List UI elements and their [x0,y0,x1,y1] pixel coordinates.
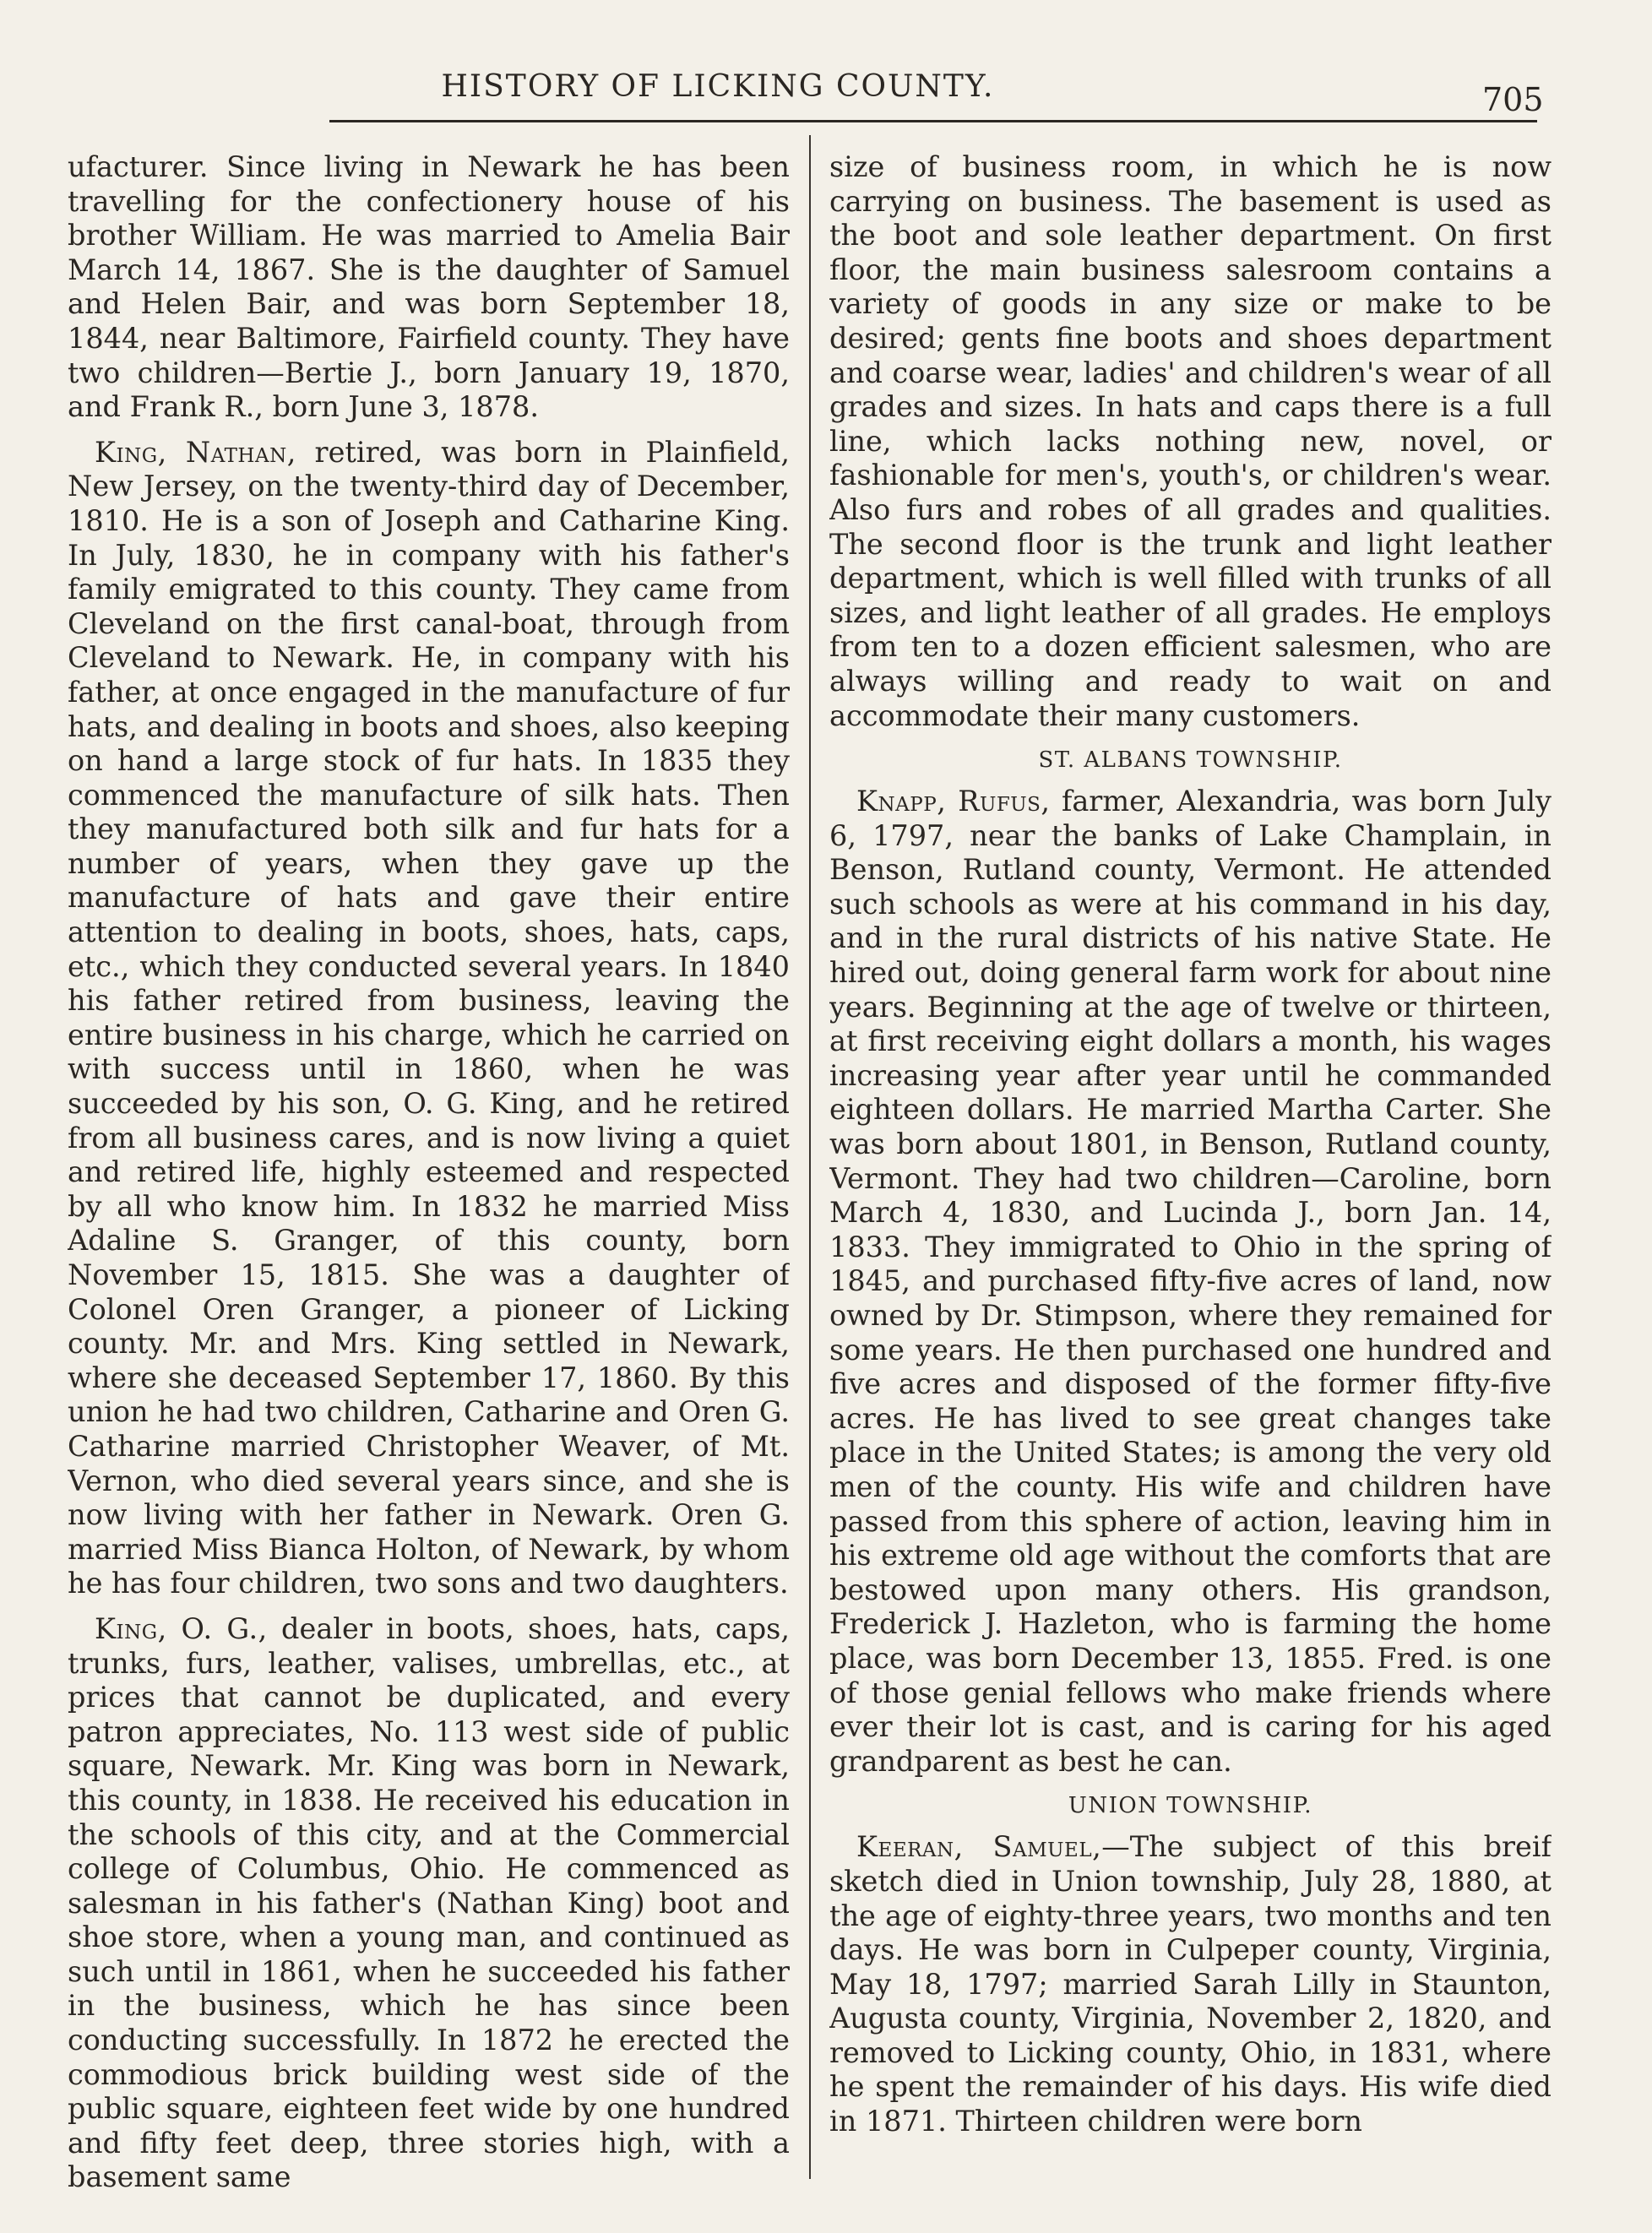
paragraph-continued: size of business room, in which he is now carrying on business. The basement is used as the boot and sole leather department. On first floor, the main business salesroom contains a variety of goods in any size or make to be desired; gents fine boots and shoes department and coarse wear, ladies' and children's wear of all grades and sizes. In hats and caps there is a full line, which lacks nothing new, novel, or fashionable for men's, youth's, or children's wear. Also furs and robes of all grades and qualities. The second floor is the trunk and light leather department, which is well filled with trunks of all sizes, and light leather of all grades. He employs from ten to a dozen efficient salesmen, who are always willing and ready to wait on and accommodate their many customers. [829,150,1551,732]
entry-knapp-rufus [829,785,1551,1779]
paragraph-continued: ufacturer. Since living in Newark he has been travelling for the confectionery house of his brother William. He was married to Amelia Bair March 14, 1867. She is the daughter of Samuel and Helen Bair, and was born September 18, 1844, near Baltimore, Fairfield county. They have two children—Bertie J., born January 19, 1870, and Frank R., born June 3, 1878. [68,150,790,424]
entry-name: King, O. G., [95,1611,268,1645]
header-rule [329,120,1537,122]
entry-body: dealer in boots, shoes, hats, caps, trunks, furs, leather, valises, umbrellas, etc., at prices that cannot be duplicated, and every patron appreciates, No. 113 west side of public square, Newark. Mr. King was born in Newark, this county, in 1838. He received his education in the schools of this city, and at the Commercial college of Columbus, Ohio. He commenced as salesman in his father's (Nathan King) boot and shoe store, when a young man, and continued as such until in 1861, when he succeeded his father in the business, which he has since been conducting successfully. In 1872 he erected the commodious brick building west side of the public square, eighteen feet wide by one hundred and fifty feet deep, three stories high, with a basement same [68,1611,790,2194]
entry-body: farmer, Alexandria, was born July 6, 1797, near the banks of Lake Champlain, in Benson, Rutland county, Vermont. He attended such schools as were at his command in his day, and in the rural districts of his native State. He hired out, doing general farm work for about nine years. Beginning at the age of twelve or thirteen, at first receiving eight dollars a month, his wages increasing year after year until he commanded eighteen dollars. He married Martha Carter. She was born about 1801, in Benson, Rutland county, Vermont. They had two children—Caroline, born March 4, 1830, and Lucinda J., born Jan. 14, 1833. They immigrated to Ohio in the spring of 1845, and purchased fifty-five acres of land, now owned by Dr. Stimpson, where they remained for some years. He then purchased one hundred and five acres and disposed of the former fifty-five acres. He has lived to see great changes take place in the United States; is among the very old men of the county. His wife and children have passed from this sphere of action, leaving him in his extreme old age without the comforts that are bestowed upon many others. His grandson, Frederick J. Hazleton, who is farming the home place, was born December 13, 1855. Fred. is one of those genial fellows who make friends where ever their lot is cast, and is caring for his aged grandparent as best he can. [829,785,1551,1778]
entry-name: Keeran, Samuel, [856,1830,1102,1864]
right-column [829,150,1551,2194]
column-divider [809,135,811,2179]
section-heading-union: UNION TOWNSHIP. [1068,1793,1313,1819]
entry-name: King, Nathan, [95,435,296,469]
entry-king-nathan [68,436,790,1601]
entry-king-og [68,1612,790,2194]
entry-keeran-samuel [829,1830,1551,2138]
page-number: 705 [1482,81,1544,118]
entry-body: —The subject of this breif sketch died in Union township, July 28, 1880, at the age of eighty-three years, two months and ten days. He was born in Culpeper county, Virginia, May 18, 1797; married Sarah Lilly in Staunton, Augusta county, Virginia, November 2, 1820, and removed to Licking county, Ohio, in 1831, where he spent the remainder of his days. His wife died in 1871. Thirteen children were born [829,1830,1551,2138]
left-column [68,150,790,2194]
entry-name: Knapp, Rufus, [856,785,1051,818]
running-head: HISTORY OF LICKING COUNTY. [441,69,995,104]
entry-body: retired, was born in Plainfield, New Jersey, on the twenty-third day of December, 1810. He is a son of Joseph and Catharine King. In July, 1830, he in company with his father's family emigrated to this county. They came from Cleveland on the first canal-boat, through from Cleveland to Newark. He, in company with his father, at once engaged in the manufacture of fur hats, and dealing in boots and shoes, also keeping on hand a large stock of fur hats. In 1835 they commenced the manufacture of silk hats. Then they manufactured both silk and fur hats for a number of years, when they gave up the manufacture of hats and gave their entire attention to dealing in boots, shoes, hats, caps, etc., which they conducted several years. In 1840 his father retired from business, leaving the entire business in his charge, which he carried on with success until in 1860, when he was succeeded by his son, O. G. King, and he retired from all business cares, and is now living a quiet and retired life, highly esteemed and respected by all who know him. In 1832 he married Miss Adaline S. Granger, of this county, born November 15, 1815. She was a daughter of Colonel Oren Granger, a pioneer of Licking county. Mr. and Mrs. King settled in Newark, where she deceased September 17, 1860. By this union he had two children, Catharine and Oren G. Catharine married Christopher Weaver, of Mt. Vernon, who died several years since, and she is now living with her father in Newark. Oren G. married Miss Bianca Holton, of Newark, by whom he has four children, two sons and two daughters. [68,435,790,1600]
section-heading-st-albans: ST. ALBANS TOWNSHIP. [1038,747,1343,774]
